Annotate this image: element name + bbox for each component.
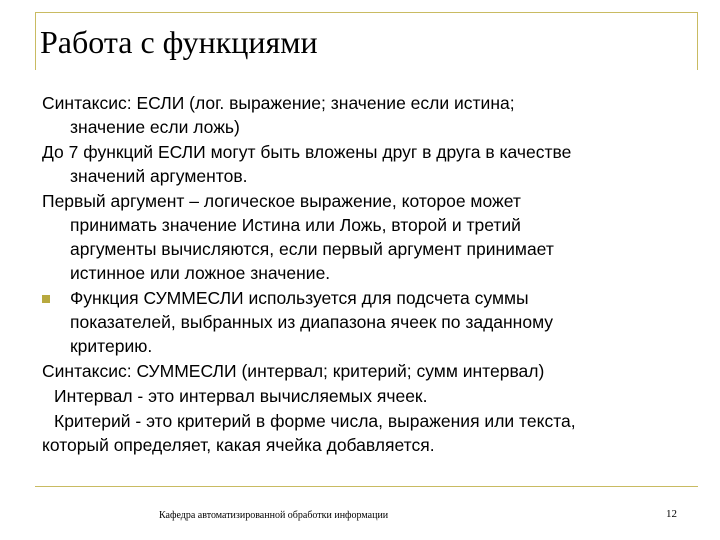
sumif-line-1: Функция СУММЕСЛИ используется для подсчета суммы bbox=[70, 288, 529, 308]
interval-line: Интервал - это интервал вычисляемых ячеек. bbox=[54, 386, 428, 406]
slide-title: Работа с функциями bbox=[40, 24, 318, 60]
criterion-line-1: Критерий - это критерий в форме числа, выражения или текста, bbox=[54, 411, 576, 431]
nesting-paragraph bbox=[42, 140, 692, 188]
sumif-bullet-item bbox=[42, 286, 692, 358]
frame-left-line bbox=[35, 12, 36, 70]
first-argument-line-2: принимать значение Истина или Ложь, второй и третий bbox=[70, 215, 521, 235]
nesting-line-1: До 7 функций ЕСЛИ могут быть вложены друг в друга в качестве bbox=[42, 142, 572, 162]
nesting-line-2: значений аргументов. bbox=[70, 166, 248, 186]
first-argument-line-3: аргументы вычисляются, если первый аргумент принимает bbox=[70, 239, 554, 259]
criterion-paragraph bbox=[42, 409, 692, 457]
criterion-line-2: который определяет, какая ячейка добавляется. bbox=[42, 435, 435, 455]
frame-bottom-line bbox=[35, 486, 698, 487]
footer-department: Кафедра автоматизированной обработки информации bbox=[159, 510, 389, 521]
slide-body bbox=[42, 91, 692, 458]
frame-top-line bbox=[35, 12, 698, 13]
first-argument-line-4: истинное или ложное значение. bbox=[70, 263, 331, 283]
syntax-sumif-line: Синтаксис: СУММЕСЛИ (интервал; критерий; сумм интервал) bbox=[42, 361, 545, 381]
sumif-line-3: критерию. bbox=[70, 336, 153, 356]
syntax-sumif-paragraph bbox=[42, 359, 692, 383]
syntax-if-paragraph bbox=[42, 91, 692, 139]
sumif-line-2: показателей, выбранных из диапазона ячеек по заданному bbox=[70, 312, 554, 332]
square-bullet-icon bbox=[42, 295, 50, 303]
syntax-if-line-2: значение если ложь) bbox=[70, 117, 240, 137]
sumif-bullet-text bbox=[42, 286, 692, 358]
first-argument-line-1: Первый аргумент – логическое выражение, которое может bbox=[42, 191, 521, 211]
first-argument-paragraph bbox=[42, 189, 692, 285]
frame-right-line bbox=[697, 12, 698, 70]
syntax-if-line-1: Синтаксис: ЕСЛИ (лог. выражение; значение если истина; bbox=[42, 93, 515, 113]
page-number: 12 bbox=[666, 508, 677, 520]
interval-paragraph bbox=[42, 384, 692, 408]
